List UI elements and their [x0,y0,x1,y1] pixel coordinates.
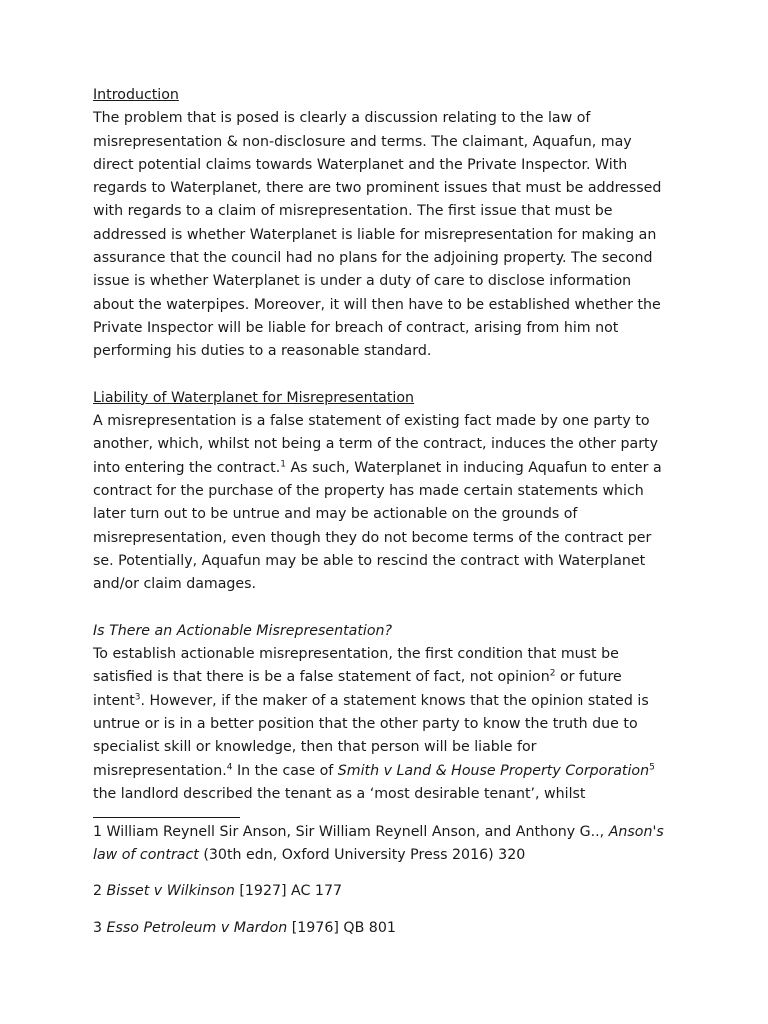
liability-line: contract for the purchase of the property has made certain statements which [93,483,644,500]
actionable-line: the landlord described the tenant as a ‘most desirable tenant’, whilst [93,785,586,802]
footnote-ref[interactable]: 1 [280,459,286,470]
liability-heading: Liability of Waterplanet for Misrepresentation [93,389,415,406]
actionable-line: untrue or is in a better position that the other party to know the truth due to [93,716,638,733]
footnote-gap [93,903,693,917]
case-name: Bisset v Wilkinson [106,883,235,900]
intro-line: performing his duties to a reasonable standard. [93,343,432,360]
footnote-1 [93,821,693,844]
liability-text: into entering the contract. [93,459,281,476]
footnote-1-continued [93,844,693,867]
footnote-title: Anson's [608,824,664,840]
intro-line: about the waterpipes. Moreover, it will then have to be established whether the [93,296,661,313]
liability-line: A misrepresentation is a false statement of existing fact made by one party to [93,413,650,430]
footnotes [93,821,693,939]
intro-line: with regards to a claim of misrepresentation. The first issue that must be [93,203,613,220]
liability-line: se. Potentially, Aquafun may be able to rescind the contract with Waterplanet [93,552,646,569]
liability-line: later turn out to be untrue and may be actionable on the grounds of [93,506,578,523]
footnote-number: 3 [93,919,107,936]
footnote-title: law of contract [93,846,199,863]
footnote-gap [93,866,693,880]
liability-line [93,457,693,480]
actionable-text: In the case of [232,762,338,779]
actionable-text: satisfied is that there is be a false statement of fact, not opinion [93,669,550,686]
footnote-text: [1976] QB 801 [287,919,396,936]
liability-line: and/or claim damages. [93,576,257,593]
actionable-line [93,760,693,783]
footnote-text: [1927] AC 177 [234,883,342,900]
case-name: Esso Petroleum v Mardon [106,919,288,936]
intro-line: issue is whether Waterplanet is under a duty of care to disclose information [93,273,632,290]
actionable-line: specialist skill or knowledge, then that person will be liable for [93,739,537,756]
paragraph-gap [93,597,693,620]
actionable-text: or future [555,669,622,686]
intro-line: Private Inspector will be liable for breach of contract, arising from him not [93,319,619,336]
paragraph-gap [93,364,693,387]
footnote-ref[interactable]: 3 [134,691,141,702]
footnote-ref[interactable]: 5 [649,761,655,772]
actionable-text: . However, if the maker of a statement knows that the opinion stated is [140,692,649,709]
liability-text: As such, Waterplanet in inducing Aquafun to enter a [285,459,662,476]
intro-line: The problem that is posed is clearly a discussion relating to the law of [93,110,591,127]
actionable-text: intent [93,692,135,709]
footnote-ref[interactable]: 2 [549,668,556,679]
intro-line: addressed is whether Waterplanet is liable for misrepresentation for making an [93,226,657,243]
introduction-heading: Introduction [93,87,179,103]
actionable-heading: Is There an Actionable Misrepresentation? [93,622,393,639]
liability-line: misrepresentation, even though they do not become terms of the contract per [93,529,652,546]
footnote-3 [93,917,693,940]
case-name: Smith v Land & House Property Corporation [337,762,650,779]
actionable-line [93,666,693,689]
intro-line: regards to Waterplanet, there are two prominent issues that must be addressed [93,180,662,197]
footnote-number: 2 [93,883,107,900]
actionable-line [93,690,693,713]
footnote-2 [93,880,693,903]
footnote-separator [93,817,240,818]
footnote-ref[interactable]: 4 [226,761,233,772]
actionable-line: To establish actionable misrepresentation, the first condition that must be [93,646,619,663]
intro-line: direct potential claims towards Waterplanet and the Private Inspector. With [93,156,628,173]
body-text [93,84,693,806]
actionable-text: misrepresentation. [93,762,227,779]
intro-line: assurance that the council had no plans for the adjoining property. The second [93,250,653,267]
intro-line: misrepresentation & non-disclosure and terms. The claimant, Aquafun, may [93,133,632,150]
footnote-text: (30th edn, Oxford University Press 2016) 320 [198,846,526,863]
liability-line: another, which, whilst not being a term of the contract, induces the other party [93,436,659,453]
footnote-text: 1 William Reynell Sir Anson, Sir William Reynell Anson, and Anthony G.., [93,824,609,840]
